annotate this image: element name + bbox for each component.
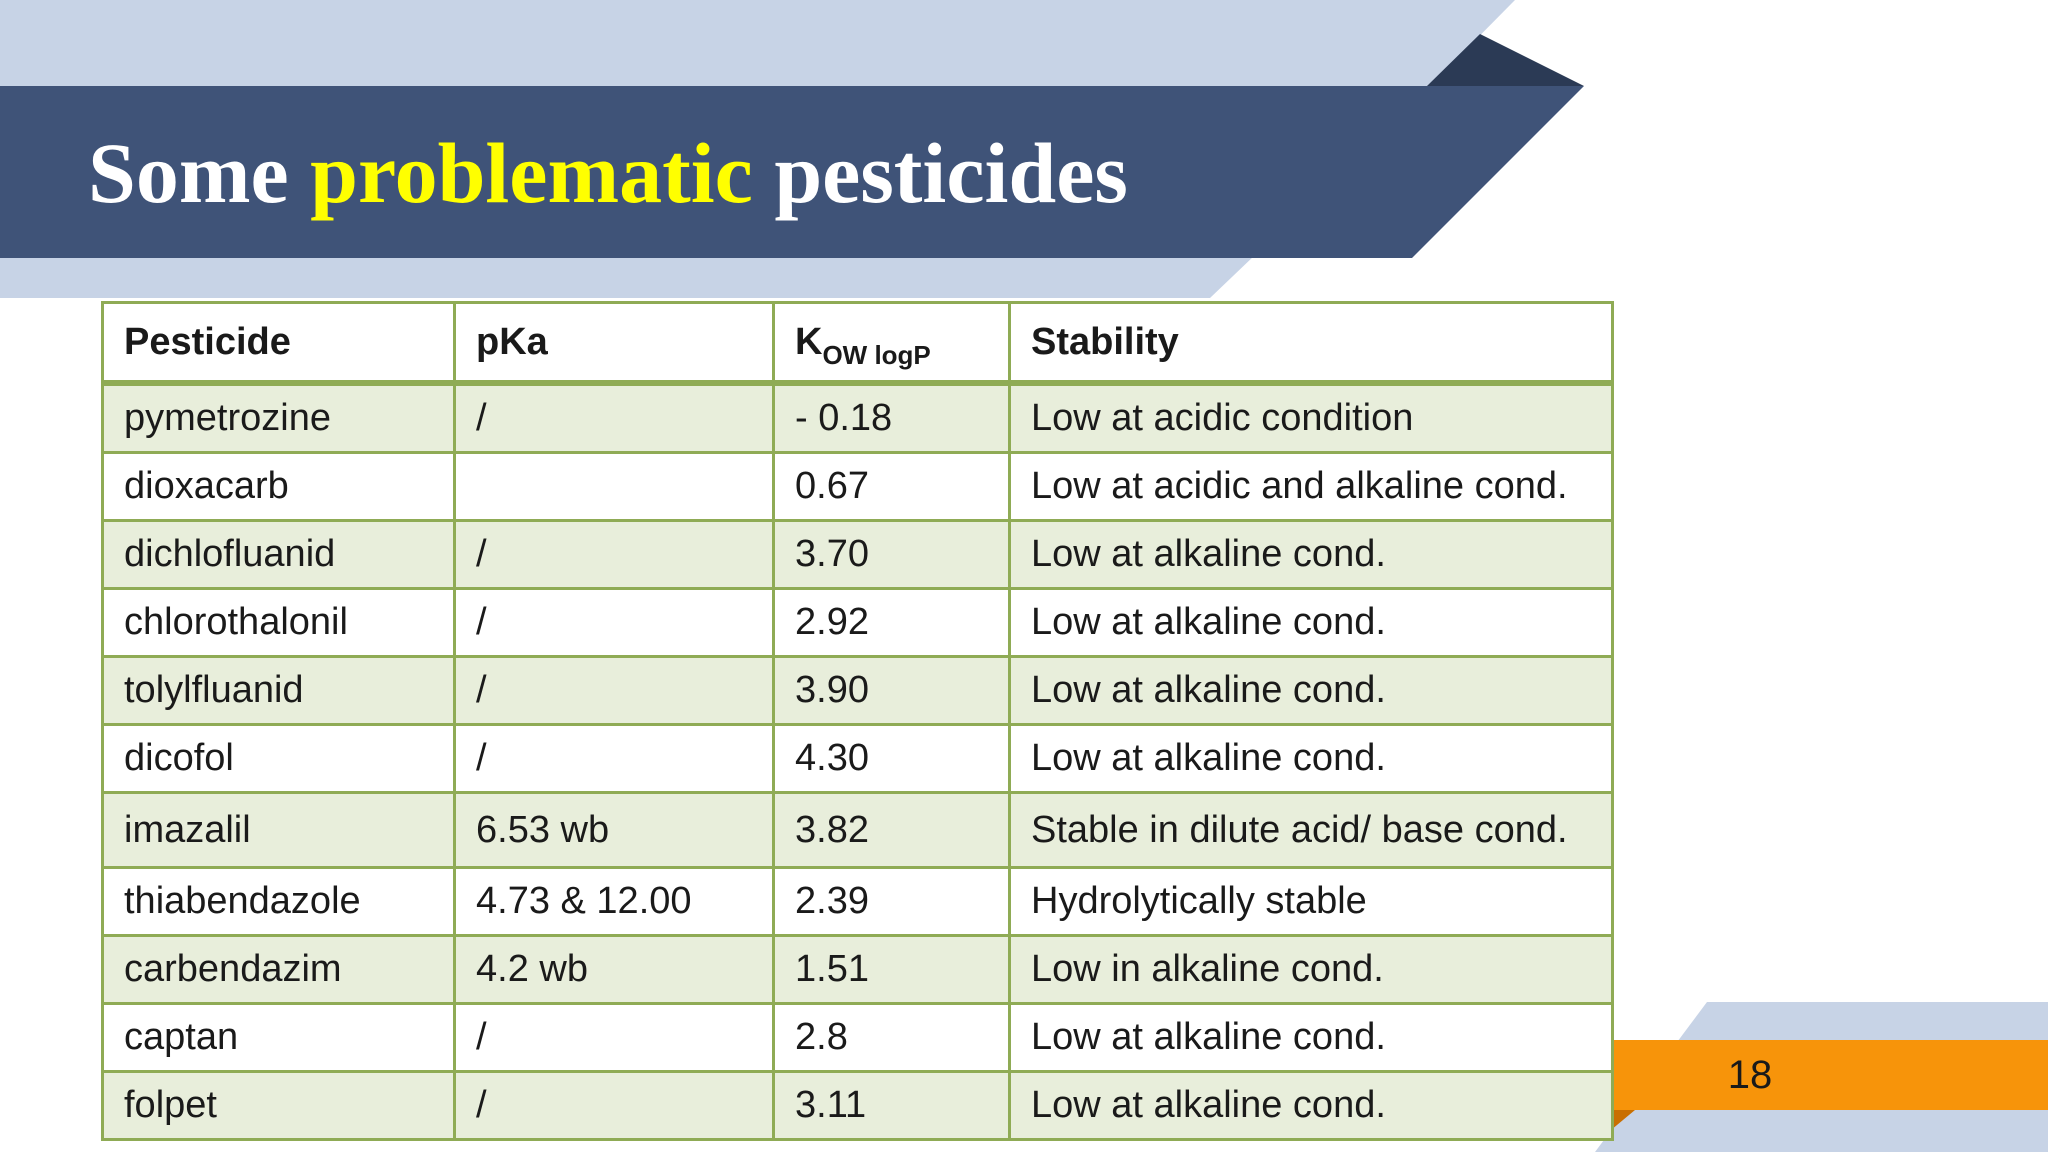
cell-stability: Low at alkaline cond. [1010, 1072, 1613, 1140]
page-number: 18 [1727, 1053, 1773, 1097]
header-kow-subscript: OW logP [822, 339, 931, 370]
cell-kow: 2.39 [774, 868, 1010, 936]
cell-kow: 0.67 [774, 453, 1010, 521]
cell-kow: 3.82 [774, 793, 1010, 868]
slide-title [88, 118, 1128, 228]
table-row [103, 936, 1613, 1004]
cell-pka: / [455, 521, 774, 589]
cell-pesticide: dichlofluanid [103, 521, 455, 589]
table-row [103, 725, 1613, 793]
cell-pesticide: carbendazim [103, 936, 455, 1004]
table-header-row [103, 303, 1613, 384]
cell-pesticide: chlorothalonil [103, 589, 455, 657]
title-part-1: Some [88, 125, 311, 221]
cell-kow: 2.92 [774, 589, 1010, 657]
cell-pka: 4.73 & 12.00 [455, 868, 774, 936]
table-row [103, 793, 1613, 868]
cell-kow: 1.51 [774, 936, 1010, 1004]
cell-pesticide: dioxacarb [103, 453, 455, 521]
cell-stability: Hydrolytically stable [1010, 868, 1613, 936]
top-light-band [0, 0, 1515, 86]
lower-light-band [0, 255, 1255, 298]
pesticide-table [101, 301, 1614, 1141]
cell-kow: 4.30 [774, 725, 1010, 793]
cell-pka: 6.53 wb [455, 793, 774, 868]
cell-stability: Low at alkaline cond. [1010, 521, 1613, 589]
table-row [103, 521, 1613, 589]
cell-pesticide: imazalil [103, 793, 455, 868]
cell-stability: Low in alkaline cond. [1010, 936, 1613, 1004]
cell-stability: Low at alkaline cond. [1010, 725, 1613, 793]
cell-kow: 3.70 [774, 521, 1010, 589]
cell-pesticide: dicofol [103, 725, 455, 793]
header-pka: pKa [455, 303, 774, 384]
cell-pka: / [455, 383, 774, 453]
cell-pesticide: thiabendazole [103, 868, 455, 936]
cell-pesticide: folpet [103, 1072, 455, 1140]
cell-stability: Low at acidic and alkaline cond. [1010, 453, 1613, 521]
table-row [103, 383, 1613, 453]
cell-kow: 3.11 [774, 1072, 1010, 1140]
table-row [103, 868, 1613, 936]
cell-stability: Low at alkaline cond. [1010, 589, 1613, 657]
cell-stability: Stable in dilute acid/ base cond. [1010, 793, 1613, 868]
cell-pesticide: pymetrozine [103, 383, 455, 453]
header-kow-main: K [795, 320, 823, 363]
cell-stability: Low at acidic condition [1010, 383, 1613, 453]
header-kow [774, 303, 1010, 384]
table-row [103, 1004, 1613, 1072]
cell-kow: 2.8 [774, 1004, 1010, 1072]
cell-pka: / [455, 1004, 774, 1072]
cell-stability: Low at alkaline cond. [1010, 657, 1613, 725]
cell-pka: / [455, 589, 774, 657]
table-row [103, 657, 1613, 725]
title-part-2: pesticides [752, 125, 1128, 221]
cell-pesticide: captan [103, 1004, 455, 1072]
cell-pesticide: tolylfluanid [103, 657, 455, 725]
header-pesticide: Pesticide [103, 303, 455, 384]
cell-kow: 3.90 [774, 657, 1010, 725]
cell-pka: 4.2 wb [455, 936, 774, 1004]
cell-pka [455, 453, 774, 521]
cell-pka: / [455, 1072, 774, 1140]
table-row [103, 453, 1613, 521]
cell-kow: - 0.18 [774, 383, 1010, 453]
table-row [103, 1072, 1613, 1140]
pesticide-table-container [101, 301, 1614, 1141]
cell-pka: / [455, 657, 774, 725]
cell-pka: / [455, 725, 774, 793]
table-row [103, 589, 1613, 657]
title-highlight: problematic [310, 125, 753, 221]
cell-stability: Low at alkaline cond. [1010, 1004, 1613, 1072]
header-stability: Stability [1010, 303, 1613, 384]
